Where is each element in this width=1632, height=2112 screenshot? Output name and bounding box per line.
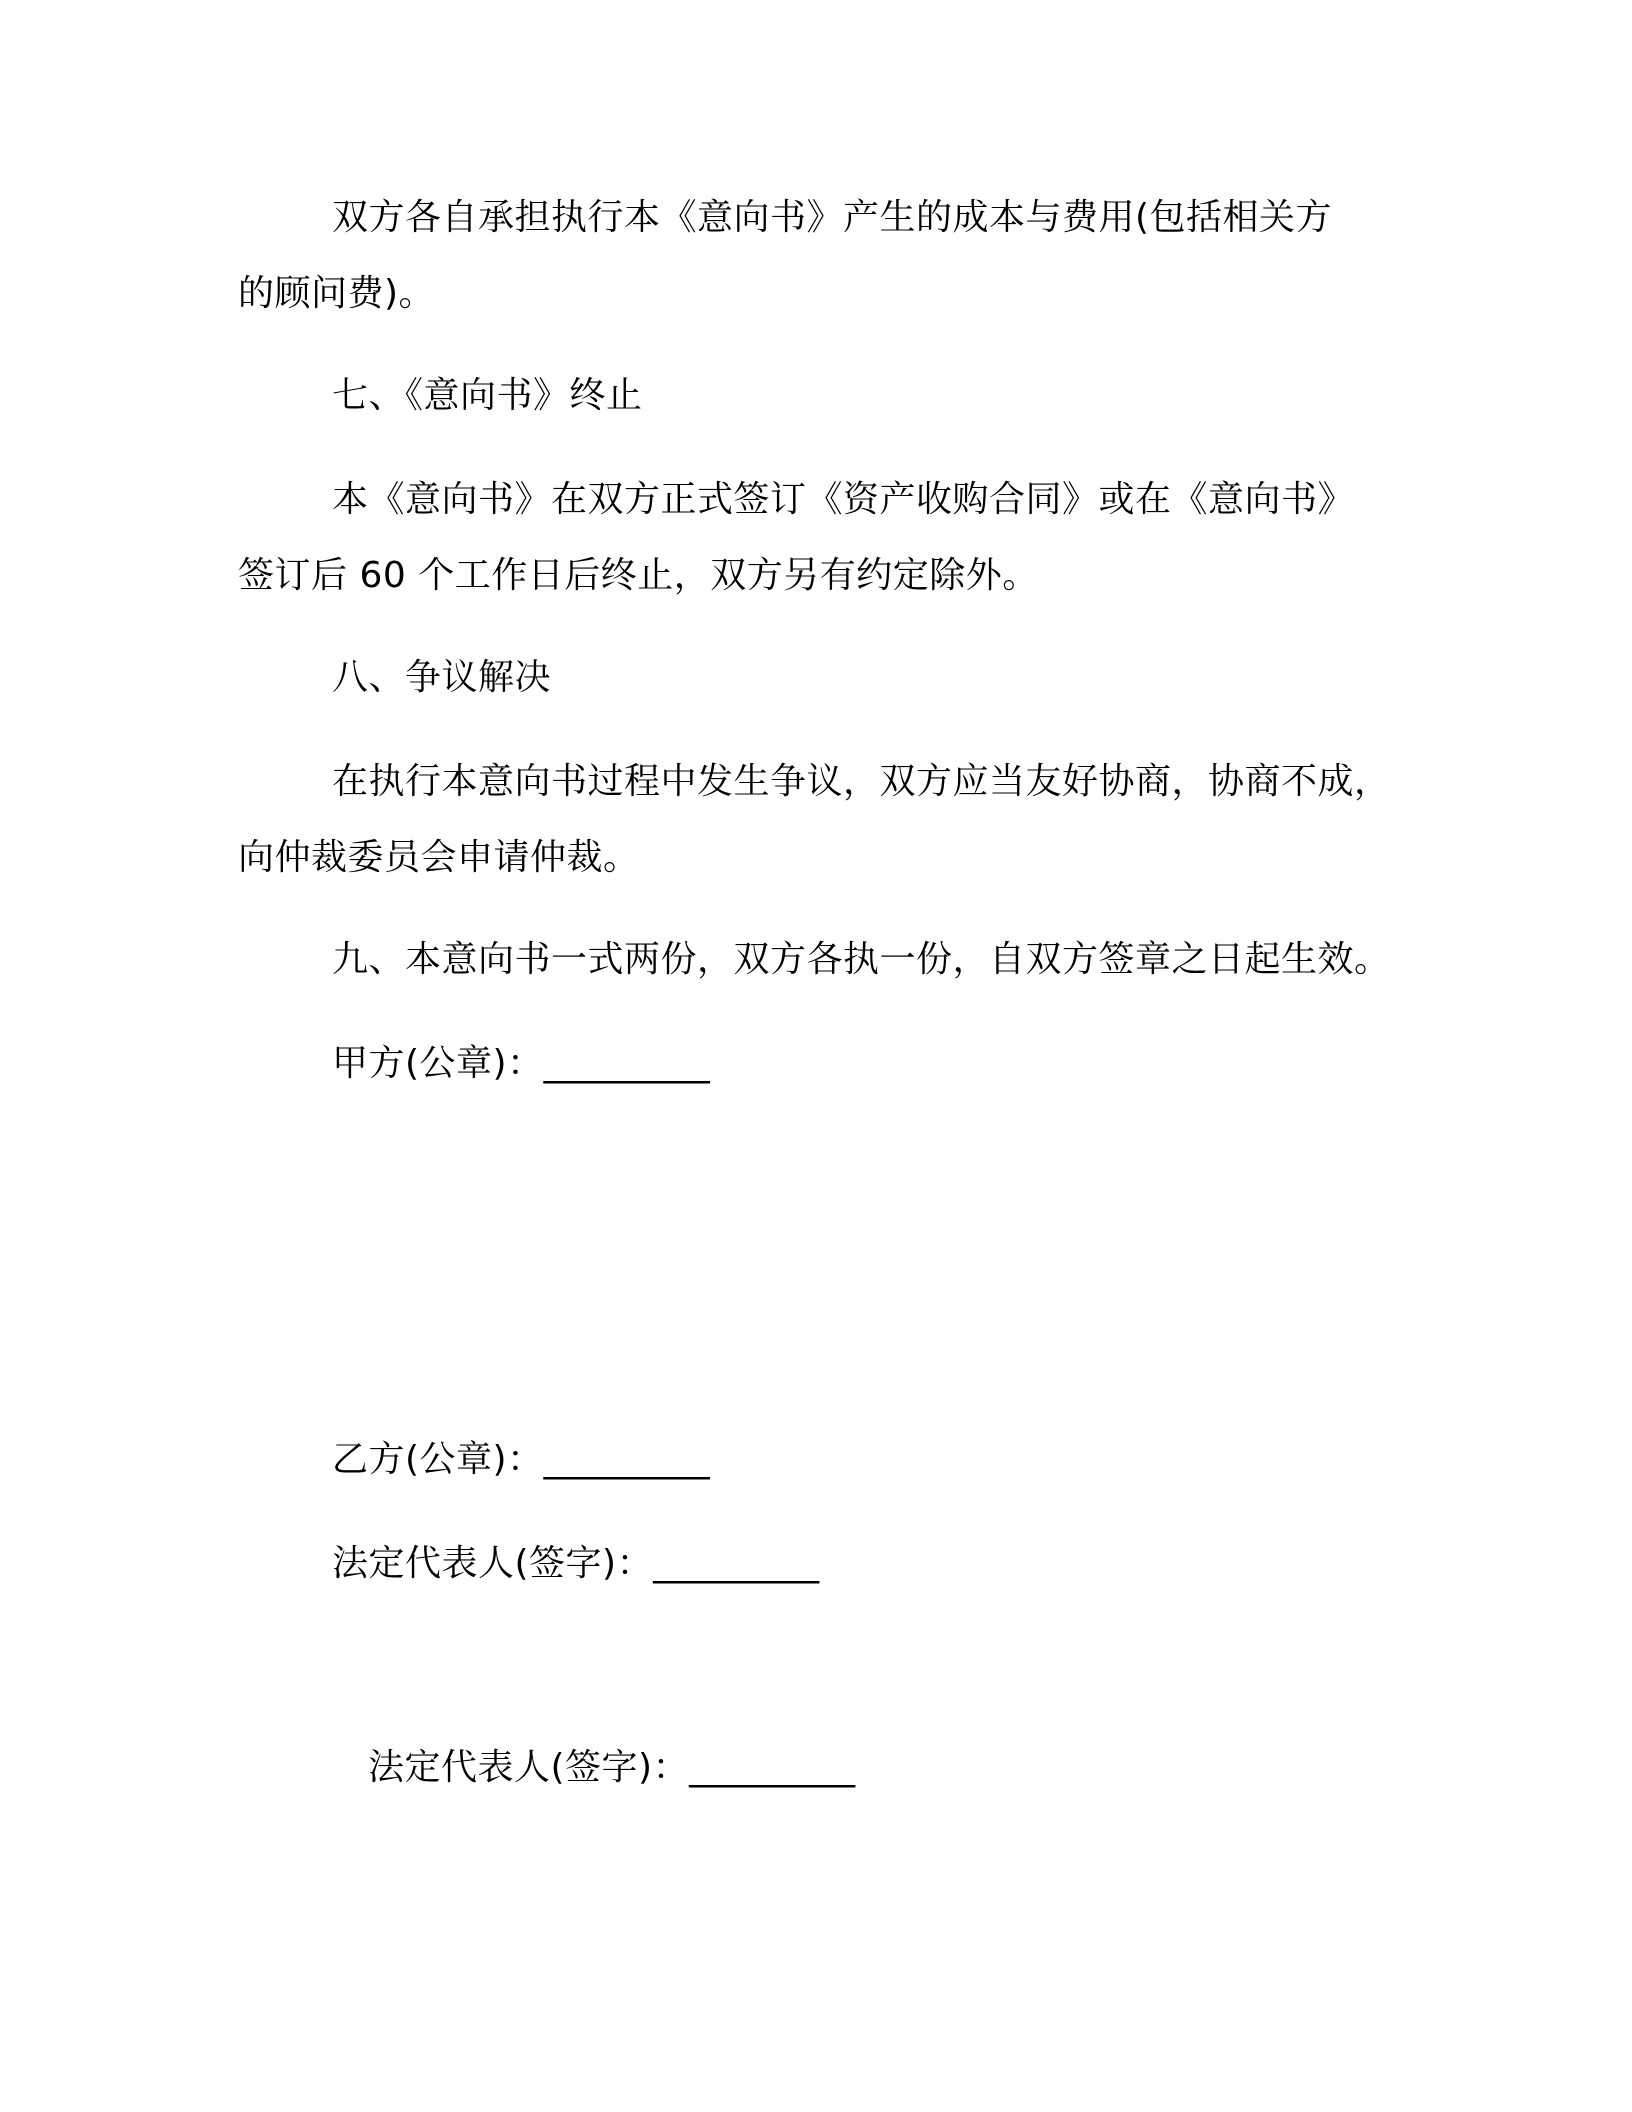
para-costs-line-1: 双方各自承担执行本《意向书》产生的成本与费用(包括相关方 (332, 197, 1333, 238)
para-costs-line-2: 的顾问费)。 (238, 273, 436, 314)
legal-representative-signature-line-1: 法定代表人(签字)：_________ (332, 1543, 820, 1584)
heading-8-dispute: 八、争议解决 (332, 657, 552, 698)
para-dispute-line-2: 向仲裁委员会申请仲裁。 (238, 837, 640, 878)
para-termination-line-1: 本《意向书》在双方正式签订《资产收购合同》或在《意向书》 (332, 479, 1355, 520)
para-dispute-line-1: 在执行本意向书过程中发生争议，双方应当友好协商，协商不成， (332, 761, 1391, 802)
para-termination-line-2: 签订后 60 个工作日后终止，双方另有约定除外。 (238, 555, 1039, 596)
party-b-seal-line: 乙方(公章)：_________ (332, 1439, 711, 1480)
legal-representative-signature-line-2: 法定代表人(签字)：_________ (368, 1747, 856, 1788)
party-a-seal-line: 甲方(公章)：_________ (332, 1043, 711, 1084)
clause-9-copies: 九、本意向书一式两份，双方各执一份，自双方签章之日起生效。 (332, 939, 1391, 980)
heading-7-termination: 七、《意向书》终止 (332, 375, 643, 416)
